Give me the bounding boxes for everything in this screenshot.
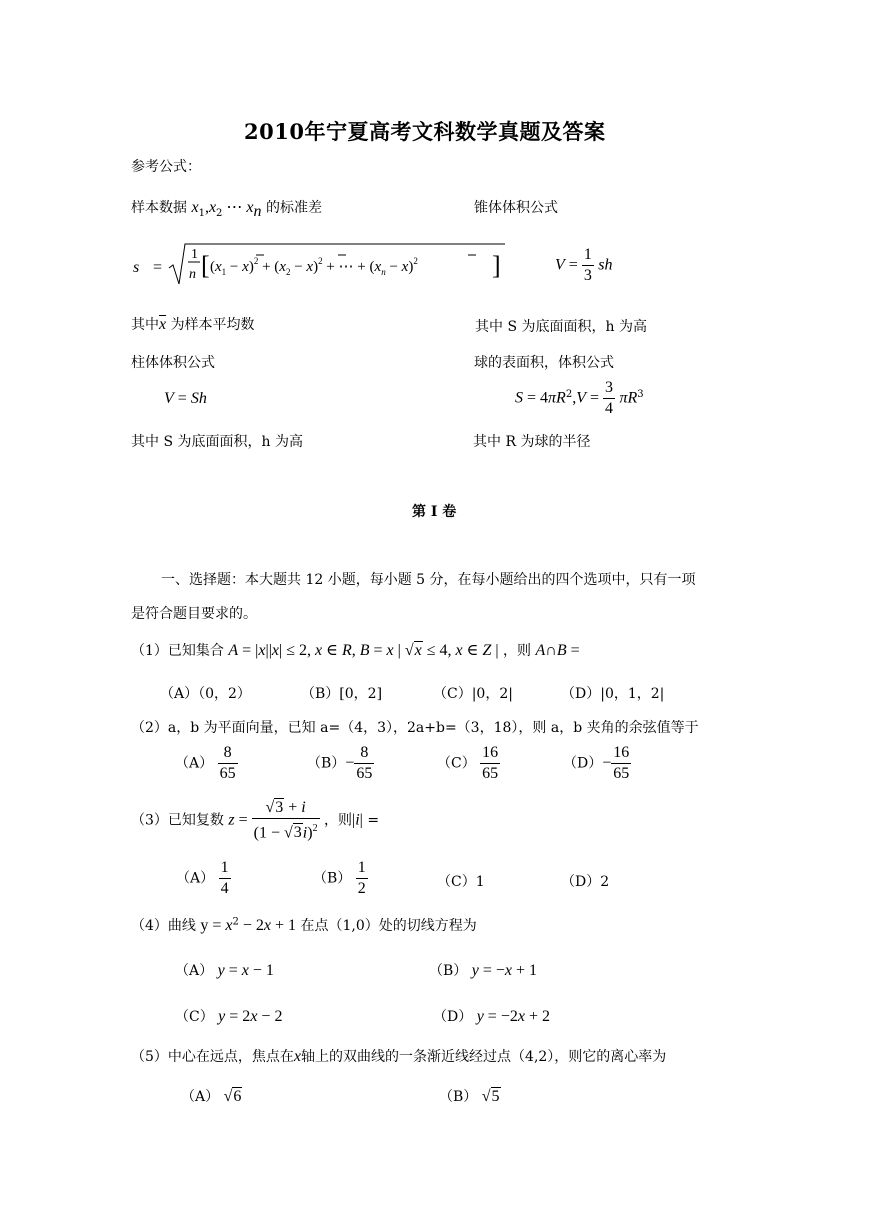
question-1-option-b[interactable]: （B）[0，2]	[301, 686, 383, 702]
svg-text:(x1 − x)2 + (x2 − x)2 + ⋯ + (x: $(x_1 - x)^2 + (x_2 - x)^2$ + ⋯ + $(x_n - x)^2$	[210, 256, 418, 277]
svg-text:n: n	[189, 267, 196, 282]
question-4-option-d[interactable]: （D） y = −2x + 2	[433, 1008, 550, 1025]
question-3-option-a[interactable]: （A） $\frac{1}{4}$	[176, 859, 229, 897]
fraction-three-fourths: $\frac{3}{4}$	[605, 379, 614, 417]
fraction-one-third: $\frac{1}{3}$	[583, 246, 592, 284]
prism-volume-label: 柱体体积公式	[131, 355, 215, 371]
question-1-option-d[interactable]: （D）|0，1，2|	[561, 686, 665, 702]
prism-note: 其中 S 为底面面积，h 为高	[131, 434, 303, 450]
question-3-option-b[interactable]: （B） $\frac{1}{2}$	[313, 859, 366, 897]
question-1: （1）已知集合 A = |x||x| ≤ 2, x ∈ R, B = x | √x ≤ 4, x ∈ Z | ，则 A∩B =	[131, 642, 580, 659]
question-1-option-a[interactable]: （A）（0，2）	[160, 686, 251, 702]
question-3-option-d[interactable]: （D）2	[561, 874, 610, 890]
svg-text:=: =	[153, 259, 163, 276]
sphere-label: 球的表面积，体积公式	[474, 355, 614, 371]
cone-note: 其中 S 为底面面积，h 为高	[475, 319, 647, 335]
mean-note: 其中$\overline{x}$ 为样本平均数	[131, 316, 255, 333]
page-title: 2010年宁夏高考文科数学真题及答案	[244, 119, 606, 144]
reference-label: 参考公式：	[131, 159, 201, 175]
question-1-option-c[interactable]: （C）|0，2|	[433, 686, 513, 702]
question-4: （4）曲线 $y = x^2 - 2x + 1$ 在点（1,0）处的切线方程为	[131, 916, 477, 934]
question-5-option-a[interactable]: （A） √6	[181, 1088, 242, 1105]
prism-volume-formula: V = Sh	[164, 390, 207, 407]
std-dev-label: 样本数据 $x_1,x_2$ ⋯ $x_n$ 的标准差	[131, 199, 322, 220]
svg-text:s: s	[133, 259, 140, 276]
std-dev-formula	[133, 240, 513, 294]
question-3: （3）已知复数 z = $\frac{√3 + i}{(1 - √3i)^2}$ ，则|i| =	[131, 799, 380, 842]
question-5-option-b[interactable]: （B） √5	[439, 1088, 500, 1105]
question-2-option-d[interactable]: （D）− $\frac{16}{65}$	[563, 744, 630, 782]
cone-volume-label: 锥体体积公式	[474, 200, 558, 216]
section-intro-line2: 是符合题目要求的。	[131, 606, 257, 622]
question-2-option-b[interactable]: （B）− $\frac{8}{65}$	[307, 744, 373, 782]
section-intro-line1: 一、选择题：本大题共 12 小题，每小题 5 分，在每小题给出的四个选项中，只有一项	[161, 572, 696, 588]
question-4-option-b[interactable]: （B） y = −x + 1	[429, 962, 538, 979]
sphere-note: 其中 R 为球的半径	[473, 434, 591, 450]
svg-text:]: ]	[492, 251, 501, 280]
std-dev-formula-graphic	[133, 240, 513, 290]
svg-text:1: 1	[191, 247, 198, 262]
question-3-option-c[interactable]: （C）1	[437, 874, 485, 890]
question-2-option-c[interactable]: （C） $\frac{16}{65}$	[437, 744, 499, 782]
section-heading: 第 I 卷	[412, 504, 457, 520]
question-2: （2）a，b 为平面向量，已知 a=（4，3），2a+b=（3，18），则 a，b 夹角的余弦值等于	[131, 720, 699, 736]
cone-volume-formula: V = $\frac{1}{3}$ sh	[555, 246, 613, 284]
question-4-option-a[interactable]: （A） y = x − 1	[175, 962, 274, 979]
question-4-option-c[interactable]: （C） y = 2x − 2	[175, 1008, 283, 1025]
question-3-fraction: $\frac{√3 + i}{(1 - √3i)^2}$	[253, 799, 318, 842]
svg-text:[: [	[201, 251, 210, 280]
sphere-formula: $S = 4\pi R^2,V$ = $\frac{3}{4}$ $\pi R^3$	[515, 379, 644, 417]
question-2-option-a[interactable]: （A） $\frac{8}{65}$	[175, 744, 236, 782]
question-5: （5）中心在远点，焦点在x轴上的双曲线的一条渐近线经过点（4,2），则它的离心率为	[131, 1048, 667, 1065]
